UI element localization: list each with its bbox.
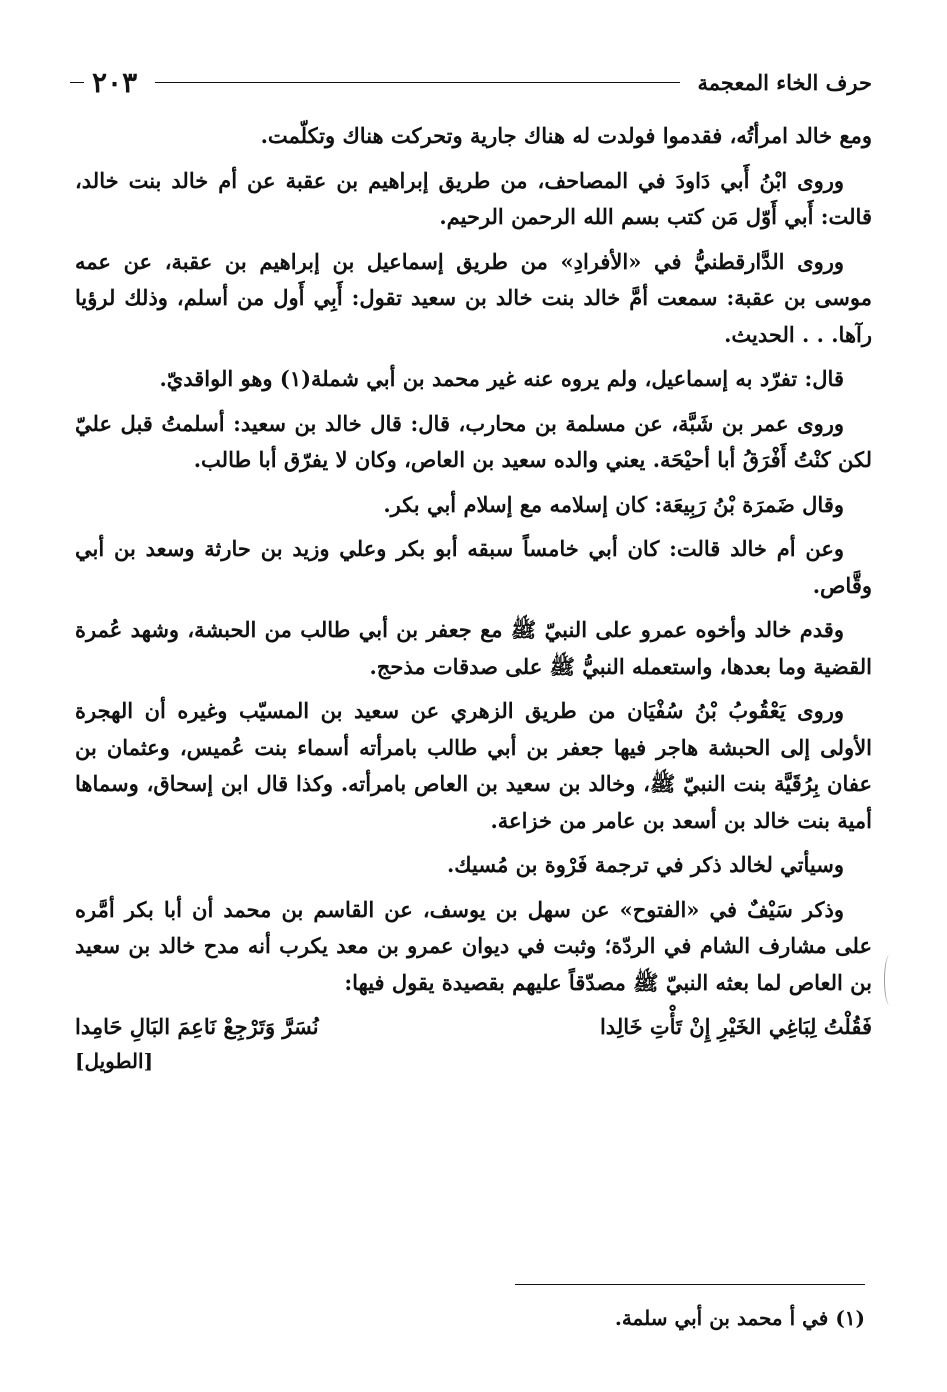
paragraph: وروى يَعْقُوبُ بْنُ سُفْيَان من طريق الزهري عن سعيد بن المسيّب وغيره أن الهجرة الأولى إلى الحبشة هاجر فيها جعفر بن أبي طالب بامرأته أسماء بنت عُميس، وعثمان بن عفان بِرُقَيَّة بنت النبيّ ﷺ، وخالد بن سعيد بن العاص بامرأته. وكذا قال ابن إسحاق، وسماها أمية بنت خالد بن أسعد بن عامر من خزاعة.	[75, 698, 872, 833]
footnote-rule	[515, 1284, 865, 1285]
paragraph: وعن أم خالد قالت: كان أبي خامساً سبقه أبو بكر وعلي وزيد بن حارثة وسعد بن أبي وقَّاص.	[75, 536, 872, 598]
margin-mark	[884, 955, 895, 1005]
verse-first-hemistich: فَقُلْتُ لِبَاغِي الخَيْرِ إِنْ تَأْتِ خَالِدا	[599, 1014, 872, 1039]
header-rule	[155, 82, 679, 83]
main-text	[75, 118, 872, 1077]
paragraph: قال: تفرّد به إسماعيل، ولم يروه عنه غير محمد بن أبي شملة(١) وهو الواقديّ.	[159, 366, 844, 391]
page-header	[70, 62, 872, 102]
verse-meter: [الطويل]	[75, 1049, 154, 1073]
paragraph: وسيأتي لخالد ذكر في ترجمة فَرْوة بن مُسيك.	[447, 852, 844, 877]
paragraph: وروى الدَّارقطنيُّ في «الأفرادِ» من طريق إسماعيل بن إبراهيم بن عقبة، عن عمه موسى بن عقبة: سمعت أمَّ خالد بنت خالد بن سعيد تقول: أَبِي أَول من أسلم، وذلك لرؤيا رآها. . . الحديث.	[75, 248, 872, 347]
paragraph: ومع خالد امرأتُه، فقدموا فولدت له هناك جارية وتحركت هناك وتكلّمت.	[260, 123, 872, 148]
chapter-title: حرف الخاء المعجمة	[697, 69, 872, 95]
footnote: (١) في أ محمد بن أبي سلمة.	[614, 1306, 865, 1330]
header-dash	[70, 82, 84, 83]
page-number: ٢٠٣	[92, 65, 138, 99]
paragraph: وقدم خالد وأخوه عمرو على النبيّ ﷺ مع جعفر بن أبي طالب من الحبشة، وشهد عُمرة القضية وما بعدها، واستعمله النبيُّ ﷺ على صدقات مذحج.	[75, 617, 872, 679]
paragraph: وروى ابْنُ أَبي دَاودَ في المصاحف، من طريق إبراهيم بن عقبة عن أم خالد بنت خالد، قالت: أَبي أَوّل مَن كتب بسم الله الرحمن الرحيم.	[75, 167, 872, 229]
paragraph: وذكر سَيْفٌ في «الفتوح» عن سهل بن يوسف، عن القاسم بن محمد أن أبا بكر أمَّره على مشارف الشام في الردّة؛ وثبت في ديوان عمرو بن معد يكرب أنه مدح خالد بن سعيد بن العاص لما بعثه النبيّ ﷺ مصدّقاً عليهم بقصيدة يقول فيها:	[75, 896, 872, 995]
poem-verse	[75, 1009, 872, 1045]
paragraph: وقال ضَمرَة بْنُ رَبِيعَة: كان إسلامه مع إسلام أبي بكر.	[383, 491, 844, 517]
paragraph: وروى عمر بن شَبَّة، عن مسلمة بن محارب، قال: قال خالد بن سعيد: أسلمتُ قبل عليّ لكن كنْتُ أَفْرَقُ أبا أحيْحَة. يعني والده سعيد بن العاص، وكان لا يفرّق أبا طالب.	[75, 410, 872, 472]
verse-second-hemistich: نُسَرَّ وَتَرْجِعْ نَاعِمَ البَالِ حَامِدا	[75, 1014, 319, 1039]
